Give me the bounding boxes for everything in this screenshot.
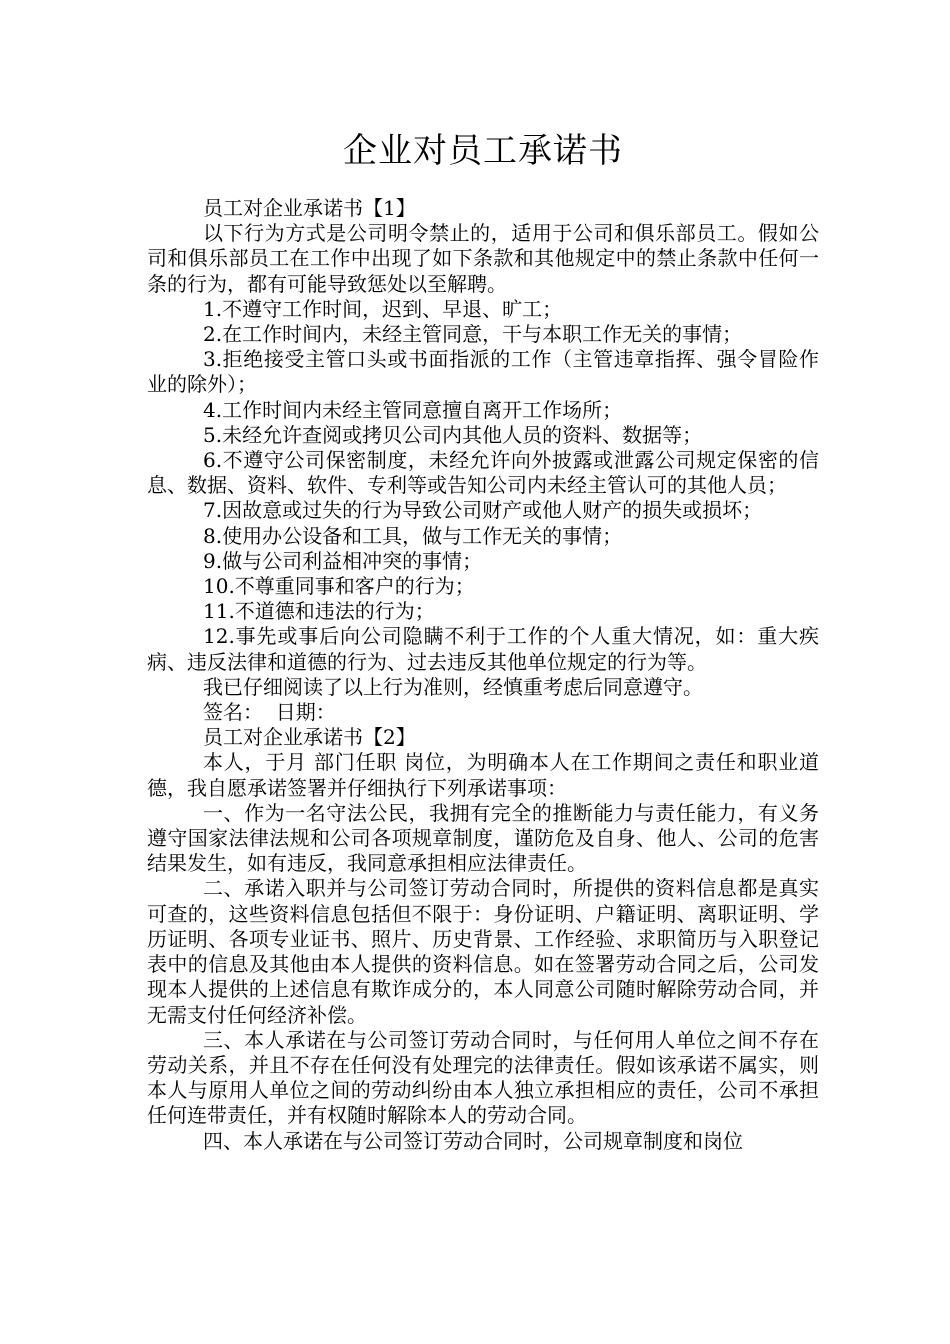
document-body (147, 196, 819, 1154)
document-title: 企业对员工承诺书 (343, 131, 623, 171)
acknowledgement: 我已仔细阅读了以上行为准则，经慎重考虑后同意遵守。 (203, 674, 703, 699)
rule-item-12: 12.事先或事后向公司隐瞒不利于工作的个人重大情况，如：重大疾病、违反法律和道德的行为、过去违反其他单位规定的行为等。 (147, 624, 819, 674)
rule-item-3: 3.拒绝接受主管口头或书面指派的工作（主管违章指挥、强令冒险作业的除外）； (147, 347, 819, 397)
rule-item-2: 2.在工作时间内，未经主管同意，干与本职工作无关的事情； (203, 322, 743, 347)
pledge-item-4: 四、本人承诺在与公司签订劳动合同时，公司规章制度和岗位 (203, 1128, 743, 1153)
paragraph-heading-2: 员工对企业承诺书【2】 (203, 725, 416, 750)
document-page (147, 0, 819, 1154)
rule-item-4: 4.工作时间内未经主管同意擅自离开工作场所； (203, 397, 623, 422)
pledge-intro: 本人，于月 部门任职 岗位，为明确本人在工作期间之责任和职业道德，我自愿承诺签署并仔细执行下列承诺事项： (147, 750, 819, 800)
pledge-item-1: 一、作为一名守法公民，我拥有完全的推断能力与责任能力，有义务遵守国家法律法规和公司各项规章制度，谨防危及自身、他人、公司的危害结果发生，如有违反，我同意承担相应法律责任。 (147, 800, 819, 876)
rule-item-1: 1.不遵守工作时间，迟到、早退、旷工； (203, 296, 563, 321)
rule-item-6: 6.不遵守公司保密制度，未经允许向外披露或泄露公司规定保密的信息、数据、资料、软件、专利等或告知公司内未经主管认可的其他人员； (147, 448, 819, 498)
pledge-item-3: 三、本人承诺在与公司签订劳动合同时，与任何用人单位之间不存在劳动关系，并且不存在任何没有处理完的法律责任。假如该承诺不属实，则本人与原用人单位之间的劳动纠纷由本人独立承担相应的责任，公司不承担任何连带责任，并有权随时解除本人的劳动合同。 (147, 1027, 819, 1128)
rule-item-11: 11.不道德和违法的行为； (203, 599, 435, 624)
rule-item-10: 10.不尊重同事和客户的行为； (203, 574, 475, 599)
rule-item-5: 5.未经允许查阅或拷贝公司内其他人员的资料、数据等； (203, 422, 703, 447)
rule-item-7: 7.因故意或过失的行为导致公司财产或他人财产的损失或损坏； (203, 498, 763, 523)
signature-line: 签名： 日期： (203, 700, 336, 725)
rule-item-9: 9.做与公司利益相冲突的事情； (203, 548, 483, 573)
paragraph-intro: 以下行为方式是公司明令禁止的，适用于公司和俱乐部员工。假如公司和俱乐部员工在工作中出现了如下条款和其他规定中的禁止条款中任何一条的行为，都有可能导致惩处以至解聘。 (147, 221, 819, 296)
pledge-item-2: 二、承诺入职并与公司签订劳动合同时，所提供的资料信息都是真实可查的，这些资料信息包括但不限于：身份证明、户籍证明、离职证明、学历证明、各项专业证书、照片、历史背景、工作经验、求职简历与入职登记表中的信息及其他由本人提供的资料信息。如在签署劳动合同之后，公司发现本人提供的上述信息有欺诈成分的，本人同意公司随时解除劳动合同，并无需支付任何经济补偿。 (147, 876, 819, 1027)
paragraph-heading-1: 员工对企业承诺书【1】 (203, 196, 416, 220)
rule-item-8: 8.使用办公设备和工具，做与工作无关的事情； (203, 523, 623, 548)
